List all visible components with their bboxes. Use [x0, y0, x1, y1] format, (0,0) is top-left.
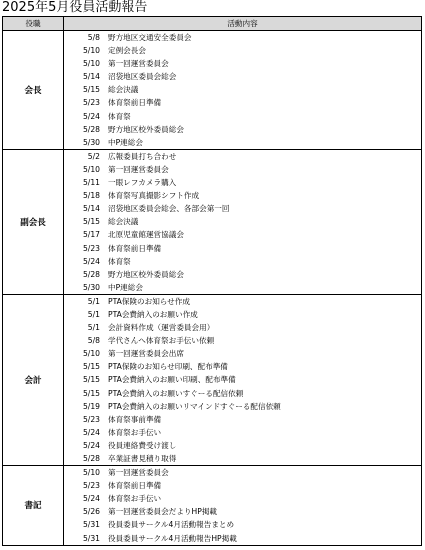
- activity-date: 5/15: [82, 375, 100, 385]
- list-item: [64, 110, 421, 123]
- activity-description: 体育祭事前準備: [108, 414, 162, 424]
- list-item: [64, 466, 421, 479]
- list-item: [64, 360, 421, 373]
- activity-description: 沼袋地区委員会総会: [108, 72, 177, 82]
- activity-description: 会計資料作成（運営委員会用）: [108, 323, 215, 333]
- list-item: [64, 281, 421, 294]
- list-item: [64, 242, 421, 255]
- activity-date: 5/15: [82, 362, 100, 372]
- activity-date: 5/10: [82, 46, 100, 56]
- table-row: [3, 149, 422, 294]
- activity-date: 5/1: [87, 323, 100, 333]
- activity-date: 5/10: [82, 164, 100, 174]
- activity-description: 一眼レフカメラ購入: [108, 178, 177, 188]
- activity-description: 野方地区校外委員総会: [108, 124, 184, 134]
- list-item: [64, 347, 421, 360]
- activity-date: 5/14: [82, 204, 100, 214]
- activity-date: 5/23: [82, 481, 100, 491]
- list-item: [64, 31, 421, 44]
- list-item: [64, 176, 421, 189]
- table-body: [3, 31, 422, 546]
- activity-description: 野方地区交通安全委員会: [108, 33, 192, 42]
- activity-date: 5/8: [87, 33, 100, 42]
- role-cell: 副会長: [3, 149, 64, 294]
- activity-date: 5/24: [82, 256, 100, 266]
- list-item: [64, 505, 421, 518]
- activity-description: 中P連総会: [108, 137, 143, 147]
- activity-description: 卒業証書見積り取得: [108, 454, 177, 463]
- activity-date: 5/10: [82, 59, 100, 69]
- list-item: [64, 202, 421, 215]
- activity-list-cell: [64, 149, 422, 294]
- page-title: 2025年5月役員活動報告: [2, 0, 148, 15]
- list-item: [64, 321, 421, 334]
- list-item: [64, 70, 421, 83]
- list-item: [64, 387, 421, 400]
- activity-description: 役員連絡費受け渡し: [108, 440, 177, 450]
- table-row: [3, 31, 422, 150]
- activity-date: 5/24: [82, 111, 100, 121]
- activity-date: 5/14: [82, 72, 100, 82]
- activity-description: PTA保険のお知らせ印刷、配布準備: [108, 362, 228, 372]
- list-item: [64, 228, 421, 241]
- list-item: [64, 492, 421, 505]
- table-header-row: [3, 17, 422, 31]
- table-row: [3, 294, 422, 465]
- activity-date: 5/28: [82, 124, 100, 134]
- activity-date: 5/2: [87, 151, 100, 161]
- activity-date: 5/23: [82, 98, 100, 108]
- activity-description: 体育祭前日準備: [108, 481, 162, 491]
- activity-description: 広報委員打ち合わせ: [108, 151, 177, 161]
- list-item: [64, 518, 421, 531]
- list-item: [64, 479, 421, 492]
- list-item: [64, 255, 421, 268]
- activity-description: 体育祭写真撮影シフト作成: [108, 191, 200, 201]
- activity-description: 体育祭: [108, 256, 131, 266]
- list-item: [64, 413, 421, 426]
- activity-date: 5/15: [82, 85, 100, 95]
- activity-date: 5/8: [87, 336, 100, 346]
- activity-description: 役員委員サークル4月活動報告HP掲載: [108, 533, 237, 543]
- list-item: [64, 400, 421, 413]
- list-item: [64, 532, 421, 545]
- activity-description: 体育祭お手伝い: [108, 427, 162, 437]
- activity-date: 5/28: [82, 454, 100, 463]
- activity-date: 5/1: [87, 309, 100, 319]
- list-item: [64, 44, 421, 57]
- content-column-header: 活動内容: [64, 17, 422, 31]
- list-item: [64, 334, 421, 347]
- activity-date: 5/26: [82, 507, 100, 517]
- activity-description: PTA会費納入のお願い印刷、配布準備: [108, 375, 236, 385]
- activity-description: 役員委員サークル4月活動報告まとめ: [108, 520, 235, 530]
- activity-date: 5/23: [82, 243, 100, 253]
- list-item: [64, 452, 421, 465]
- list-item: [64, 215, 421, 228]
- list-item: [64, 150, 421, 163]
- activity-description: PTA保険のお知らせ作成: [108, 296, 190, 306]
- activity-list-cell: [64, 31, 422, 150]
- activity-description: 北原児童館運営協議会: [108, 230, 184, 240]
- activity-description: PTA会費納入のお願いリマインドすぐーる配信依頼: [108, 401, 281, 411]
- activity-description: 体育祭お手伝い: [108, 494, 162, 504]
- activity-date: 5/31: [82, 533, 100, 543]
- activity-date: 5/18: [82, 191, 100, 201]
- list-item: [64, 308, 421, 321]
- activity-description: 中P連総会: [108, 282, 143, 292]
- activity-description: PTA会費納入のお願いすぐーる配信依頼: [108, 388, 244, 398]
- activity-date: 5/24: [82, 427, 100, 437]
- list-item: [64, 163, 421, 176]
- activity-date: 5/1: [87, 296, 100, 306]
- activity-date: 5/17: [82, 230, 100, 240]
- activity-date: 5/23: [82, 414, 100, 424]
- activity-description: 第一回運営委員会: [108, 468, 169, 478]
- activity-description: 第一回運営委員会だよりHP掲載: [108, 507, 218, 517]
- role-cell: 会長: [3, 31, 64, 150]
- activity-date: 5/31: [82, 520, 100, 530]
- activity-description: 第一回運営委員会出席: [108, 349, 184, 359]
- activity-list-cell: [64, 294, 422, 465]
- list-item: [64, 426, 421, 439]
- activity-description: 第一回運営委員会: [108, 59, 169, 69]
- activity-date: 5/15: [82, 388, 100, 398]
- list-item: [64, 83, 421, 96]
- activity-description: 体育祭: [108, 111, 131, 121]
- activity-description: 総会決議: [108, 217, 139, 227]
- list-item: [64, 439, 421, 452]
- activity-date: 5/30: [82, 282, 100, 292]
- list-item: [64, 136, 421, 149]
- activity-date: 5/19: [82, 401, 100, 411]
- role-column-header: 役職: [3, 17, 64, 31]
- activity-date: 5/28: [82, 269, 100, 279]
- role-cell: 書記: [3, 466, 64, 546]
- list-item: [64, 57, 421, 70]
- activity-description: 体育祭前日準備: [108, 98, 162, 108]
- table-row: [3, 466, 422, 546]
- activity-description: 沼袋地区委員会総会、各部会第一回: [108, 204, 230, 214]
- list-item: [64, 123, 421, 136]
- activity-date: 5/10: [82, 468, 100, 478]
- activity-description: 総会決議: [108, 85, 139, 95]
- activity-description: PTA会費納入のお願い作成: [108, 309, 198, 319]
- activity-list-cell: [64, 466, 422, 546]
- list-item: [64, 295, 421, 308]
- list-item: [64, 373, 421, 386]
- list-item: [64, 189, 421, 202]
- list-item: [64, 96, 421, 109]
- activity-description: 第一回運営委員会: [108, 164, 169, 174]
- activity-date: 5/24: [82, 494, 100, 504]
- activity-date: 5/10: [82, 349, 100, 359]
- activity-date: 5/15: [82, 217, 100, 227]
- activity-date: 5/11: [82, 178, 100, 188]
- activity-description: 野方地区校外委員総会: [108, 269, 184, 279]
- activity-description: 定例会長会: [108, 46, 146, 56]
- activity-report-table: [2, 16, 422, 546]
- activity-description: 学代さんへ体育祭お手伝い依頼: [108, 336, 215, 346]
- role-cell: 会計: [3, 294, 64, 465]
- list-item: [64, 268, 421, 281]
- activity-description: 体育祭前日準備: [108, 243, 162, 253]
- activity-date: 5/30: [82, 137, 100, 147]
- activity-date: 5/24: [82, 440, 100, 450]
